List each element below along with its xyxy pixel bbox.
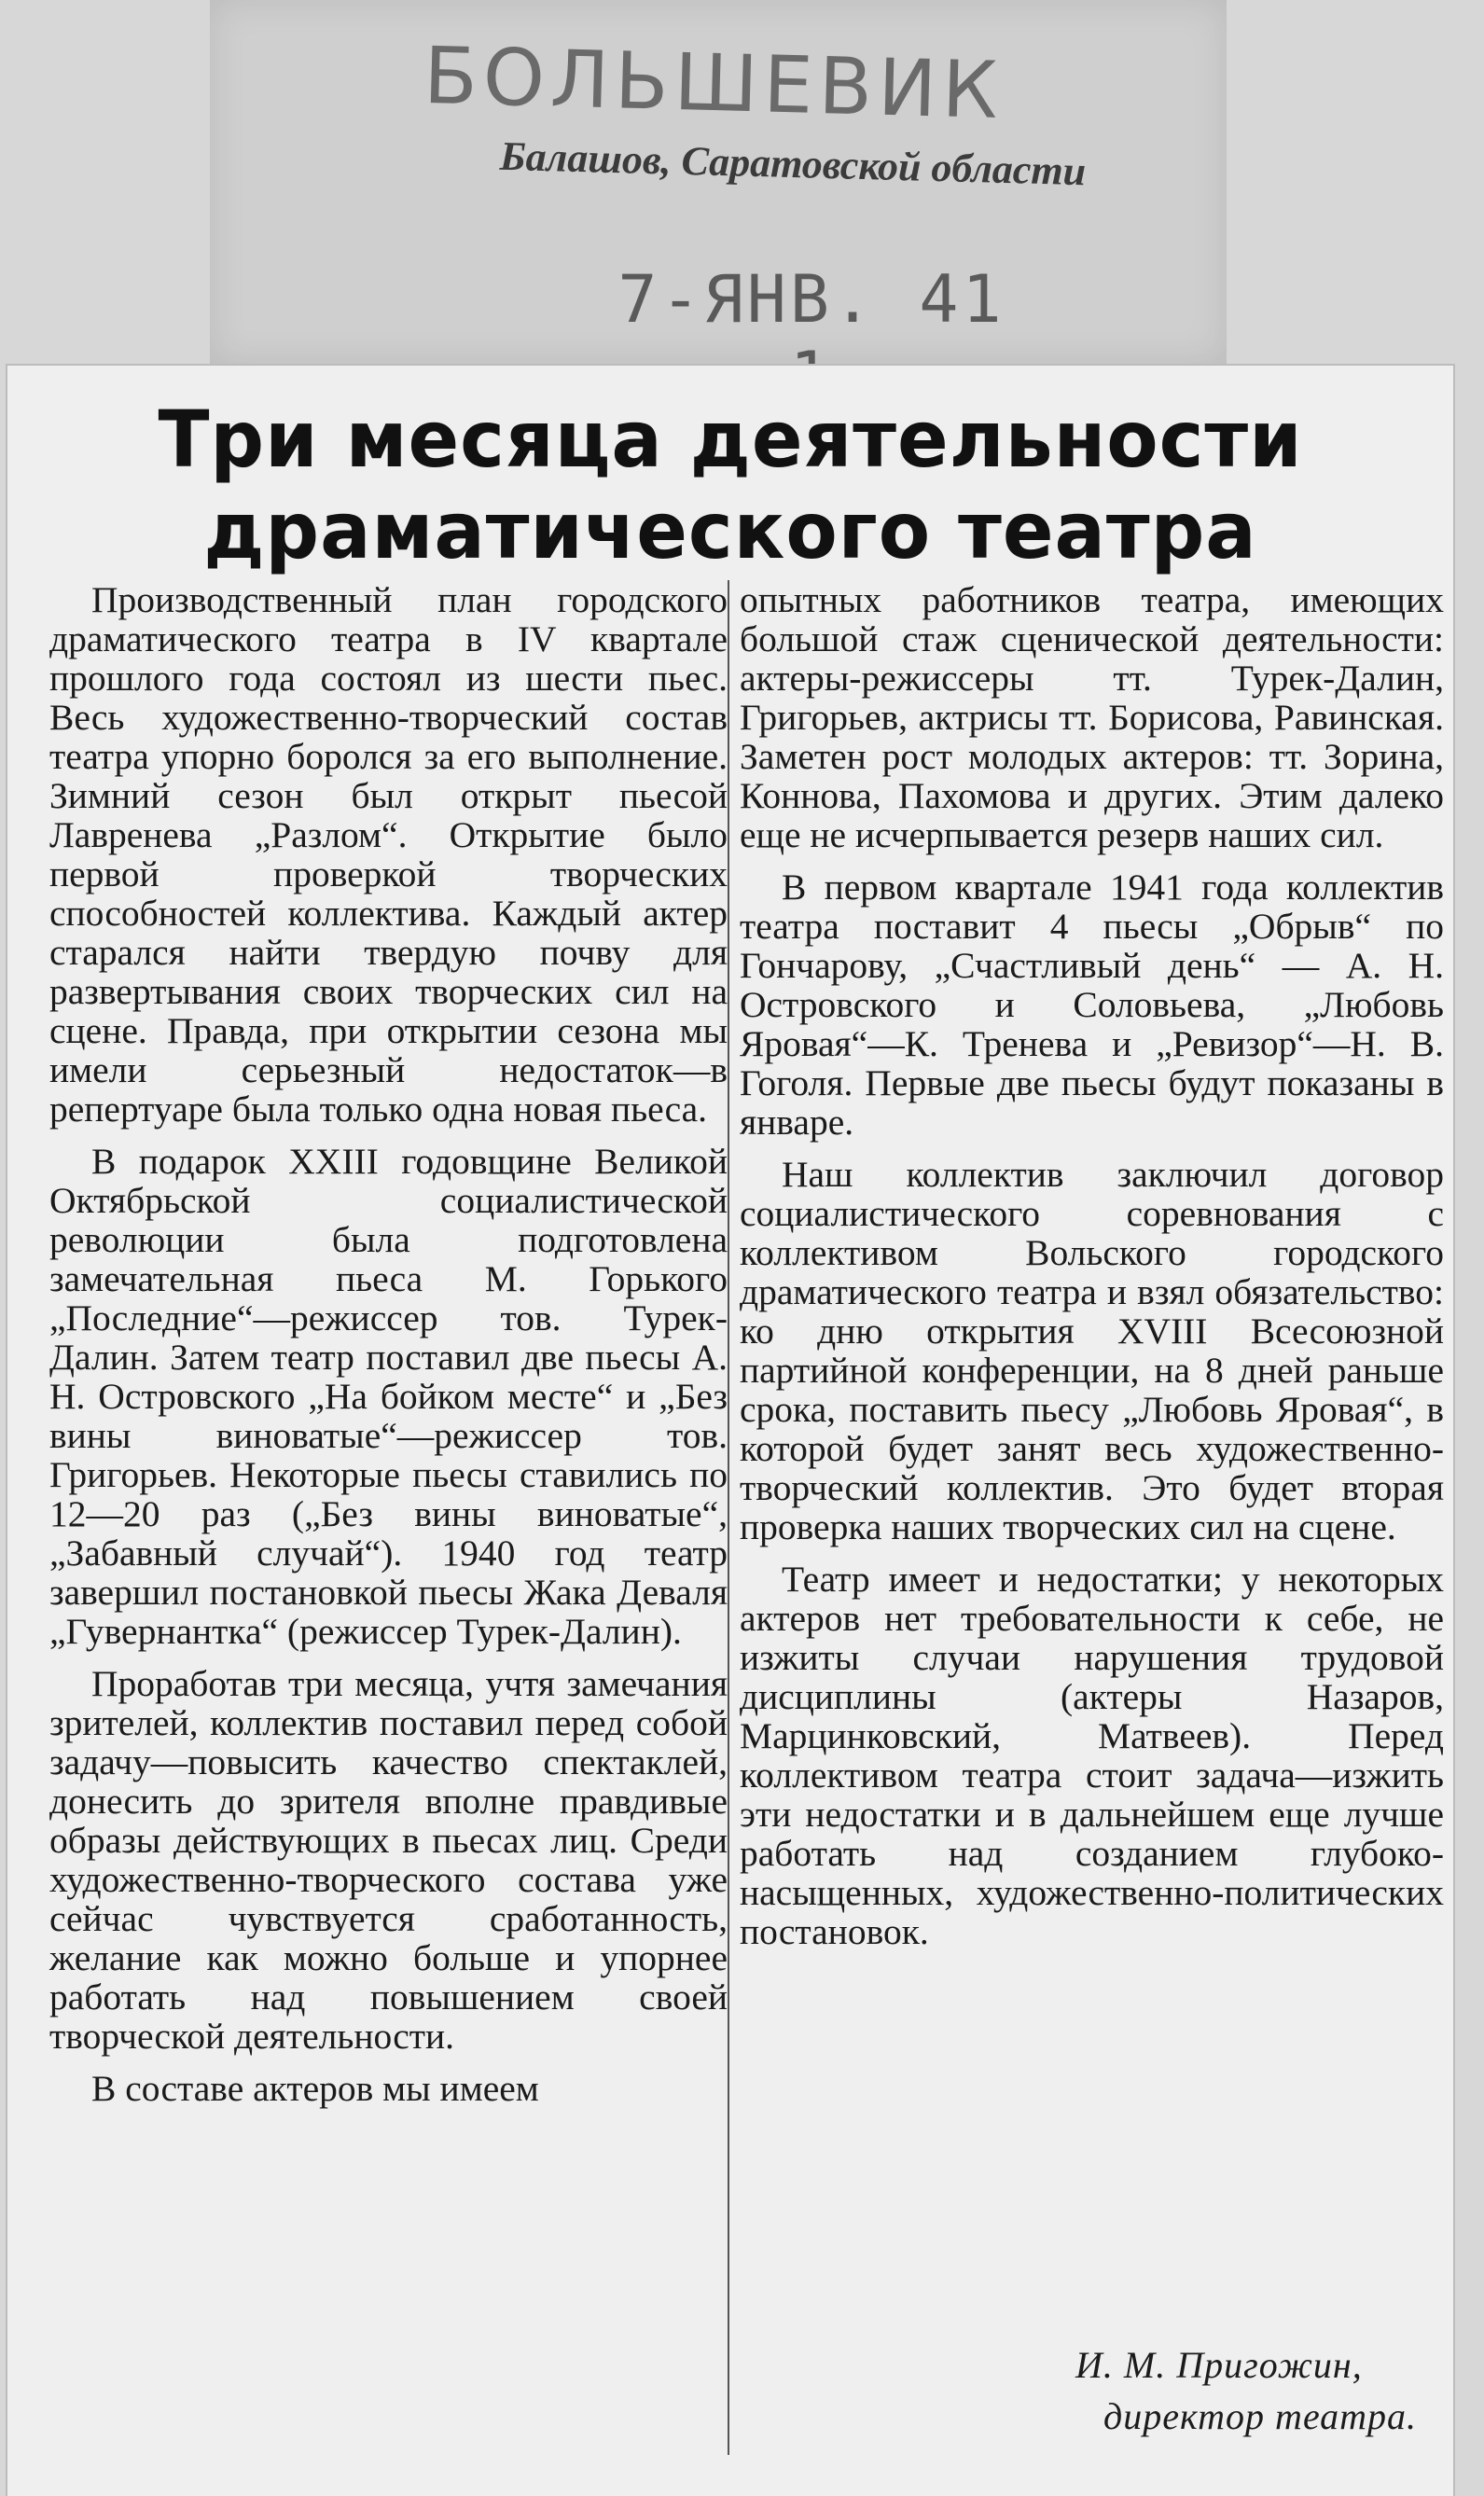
newspaper-clipping	[7, 366, 1453, 2496]
headline-line-2: драматического театра	[203, 485, 1257, 576]
stamp-place: Балашов, Саратовской области	[499, 132, 1087, 195]
article-headline	[36, 394, 1424, 576]
paragraph: В составе актеров мы имеем	[91, 2068, 539, 2109]
paragraph: Наш коллектив заключил договор социалистического соревнования с коллективом Вольского городского драматического театра и взял обязательство: ко дню открытия XVIII Всесоюзной партийной конференции, на 8 дней раньше срока, поставить пьесу „Любовь Яровая“, в которой будет занят весь художественно-творческий коллектив. Это будет вторая проверка наших творческих сил на сцене.	[740, 1154, 1444, 1547]
right-column	[740, 580, 1444, 1964]
paragraph: опытных работников театра, имеющих большой стаж сценической деятельности: актеры-режиссеры тт. Турек-Далин, Григорьев, актрисы тт. Борисова, Равинская. Заметен рост молодых актеров: тт. Зорина, Коннова, Пахомова и других. Этим далеко еще не исчерпывается резерв наших сил.	[740, 579, 1444, 855]
paragraph: Проработав три месяца, учтя замечания зрителей, коллектив поставил перед собой задачу—повысить качество спектаклей, донесить до зрителя вполне правдивые образы действующих в пьесах лиц. Среди художественно-творческого состава уже сейчас чувствуется сработанность, желание как можно больше и упорнее работать над повышением своей творческой деятельности.	[49, 1663, 728, 2057]
left-column	[49, 580, 728, 2121]
column-divider	[728, 580, 729, 2455]
paragraph: Производственный план городского драматического театра в IV квартале прошлого года состоял из шести пьес. Весь художественно-творческий состав театра упорно боролся за его выполнение. Зимний сезон был открыт пьесой Лавренева „Разлом“. Открытие было первой проверкой творческих способностей коллектива. Каждый актер старался найти твердую почву для развертывания своих творческих сил на сцене. Правда, при открытии сезона мы имели серьезный недостаток—в репертуаре была только одна новая пьеса.	[49, 579, 728, 1130]
signature-name: И. М. Пригожин,	[1075, 2344, 1363, 2386]
stamp-newspaper-title: БОЛЬШЕВИК	[423, 29, 1005, 137]
paragraph: В подарок XXIII годовщине Великой Октябрьской социалистической революции была подготовлена замечательная пьеса М. Горького „Последние“—режиссер тов. Турек-Далин. Затем театр поставил две пьесы А. Н. Островского „На бойком месте“ и „Без вины виноватые“—режиссер тов. Григорьев. Некоторые пьесы ставились по 12—20 раз („Без вины виноватые“, „Забавный случай“). 1940 год театр завершил постановкой пьесы Жака Деваля „Гувернантка“ (режиссер Турек-Далин).	[49, 1141, 728, 1652]
stamp-date: 7-ЯНВ. 41	[617, 261, 1006, 338]
paragraph: Театр имеет и недостатки; у некоторых актеров нет требовательности к себе, не изжиты случаи нарушения трудовой дисциплины (актеры Назаров, Марцинковский, Матвеев). Перед коллективом театра стоит задача—изжить эти недостатки и в дальнейшем еще лучше работать над созданием глубоко-насыщенных, художественно-политических постановок.	[740, 1559, 1444, 1952]
paragraph: В первом квартале 1941 года коллектив театра поставит 4 пьесы „Обрыв“ по Гончарову, „Счастливый день“ — А. Н. Островского и Соловьева, „Любовь Яровая“—К. Тренева и „Ревизор“—Н. В. Гоголя. Первые две пьесы будут показаны в январе.	[740, 867, 1444, 1143]
headline-line-1: Три месяца деятельности	[158, 394, 1303, 485]
signature-role: директор театра.	[1103, 2395, 1418, 2437]
